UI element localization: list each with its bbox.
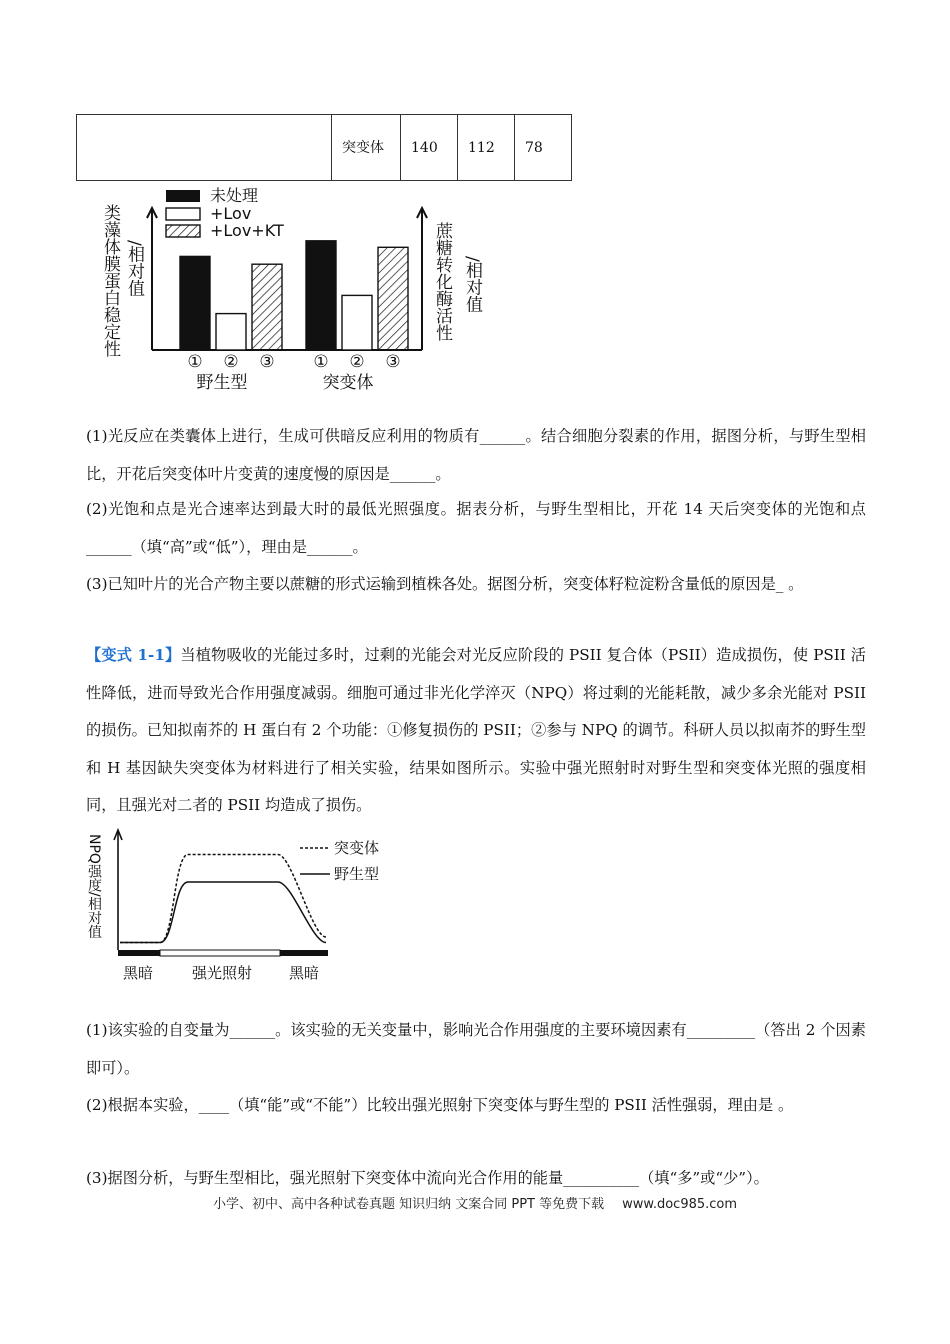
bar-number-label: ③ <box>259 352 275 372</box>
line-chart <box>88 826 398 994</box>
series-line-mutant <box>120 855 326 943</box>
legend-label-wild-type: 野生型 <box>334 865 380 883</box>
axes <box>114 830 122 950</box>
phase-label: 黑暗 <box>122 964 154 982</box>
bar-number-label: ③ <box>385 352 401 372</box>
bar-number-label: ① <box>313 352 329 372</box>
y-axis-label-left-unit: /相对值 <box>124 240 144 297</box>
y-axis-label-right: 蔗糖转化酶活性 <box>432 222 452 341</box>
phase-dark-bar <box>118 950 160 956</box>
y-axis-label-right-unit: /相对值 <box>462 256 482 313</box>
bar-number-labels <box>187 352 400 372</box>
bar-chart <box>94 184 494 396</box>
legend-label: +Lov+KT <box>210 221 284 240</box>
question-1-part-2: (2)光饱和点是光合速率达到最大时的最低光照强度。据表分析，与野生型相比，开花 14 天后突变体的光饱和点______（填“高”或“低”），理由是______。 <box>86 500 866 556</box>
table-cell-value: 140 <box>401 115 458 181</box>
phase-label: 黑暗 <box>288 964 320 982</box>
legend-label: +Lov <box>210 204 252 223</box>
y-axis-label-left: 类藻体膜蛋白稳定性 <box>100 204 120 357</box>
legend-label: 未处理 <box>210 186 259 205</box>
question-1-part-3: (3)已知叶片的光合产物主要以蔗糖的形式运输到植株各处。据图分析，突变体籽粒淀粉含量低的原因是_ 。 <box>86 575 804 593</box>
page-footer <box>0 1193 950 1212</box>
footer-text: 小学、初中、高中各种试卷真题 知识归纳 文案合同 PPT 等免费下载 <box>212 1197 605 1212</box>
legend-swatch-lov-kt <box>166 225 200 237</box>
bar <box>252 264 282 350</box>
bar <box>216 314 246 350</box>
table-cell-blank <box>77 115 332 181</box>
phase-light-bar <box>160 950 280 956</box>
bar-number-label: ② <box>223 352 239 372</box>
variant-paragraph <box>86 637 866 825</box>
legend-label-mutant: 突变体 <box>334 839 380 857</box>
question-2-part-2: (2)根据本实验，____（填“能”或“不能”）比较出强光照射下突变体与野生型的 PSII 活性强弱，理由是 。 <box>86 1096 794 1114</box>
bar-number-label: ① <box>187 352 203 372</box>
question-2-part-1: (1)该实验的自变量为______。该实验的无关变量中，影响光合作用强度的主要环境因素有_________（答出 2 个因素即可）。 <box>86 1021 866 1077</box>
question-1-part-1: (1)光反应在类囊体上进行，生成可供暗反应利用的物质有______。结合细胞分裂素的作用，据图分析，与野生型相比，开花后突变体叶片变黄的速度慢的原因是______。 <box>86 427 866 483</box>
footer-url[interactable]: www.doc985.com <box>622 1197 738 1212</box>
bar-number-label: ② <box>349 352 365 372</box>
table-cell-value: 78 <box>515 115 572 181</box>
bar <box>180 256 210 350</box>
legend-swatch-untreated <box>166 190 200 202</box>
group-label: 野生型 <box>196 373 248 393</box>
table-row <box>77 115 572 181</box>
bar-group <box>180 241 408 350</box>
table-cell-label: 突变体 <box>332 115 401 181</box>
phase-dark-bar <box>280 950 328 956</box>
question-2-part-3: (3)据图分析，与野生型相比，强光照射下突变体中流向光合作用的能量__________（填“多”或“少”）。 <box>86 1169 769 1187</box>
bar <box>306 241 336 350</box>
phase-label: 强光照射 <box>191 964 253 982</box>
data-table <box>76 114 572 181</box>
bar <box>342 295 372 350</box>
group-label: 突变体 <box>322 373 374 393</box>
bar <box>378 247 408 350</box>
variant-tag: 【变式 1-1】 <box>86 646 181 664</box>
legend-swatch-lov <box>166 208 200 220</box>
series-line-wild-type <box>120 882 326 943</box>
table-cell-value: 112 <box>458 115 515 181</box>
y-axis-label: NPQ强度/相对值 <box>86 834 102 939</box>
variant-text: 当植物吸收的光能过多时，过剩的光能会对光反应阶段的 PSII 复合体（PSII）造成损伤，使 PSII 活性降低，进而导致光合作用强度减弱。细胞可通过非光化学淬灭（NPQ）将过剩的光能耗散，减少多余光能对 PSII 的损伤。已知拟南芥的 H 蛋白有 2 个功能：①修复损伤的 PSII；②参与 NPQ 的调节。科研人员以拟南芥的野生型和 H 基因缺失突变体为材料进行了相关实验，结果如图所示。实验中强光照射时对野生型和突变体光照的强度相同，且强光对二者的 PSII 均造成了损伤。 <box>86 646 866 814</box>
